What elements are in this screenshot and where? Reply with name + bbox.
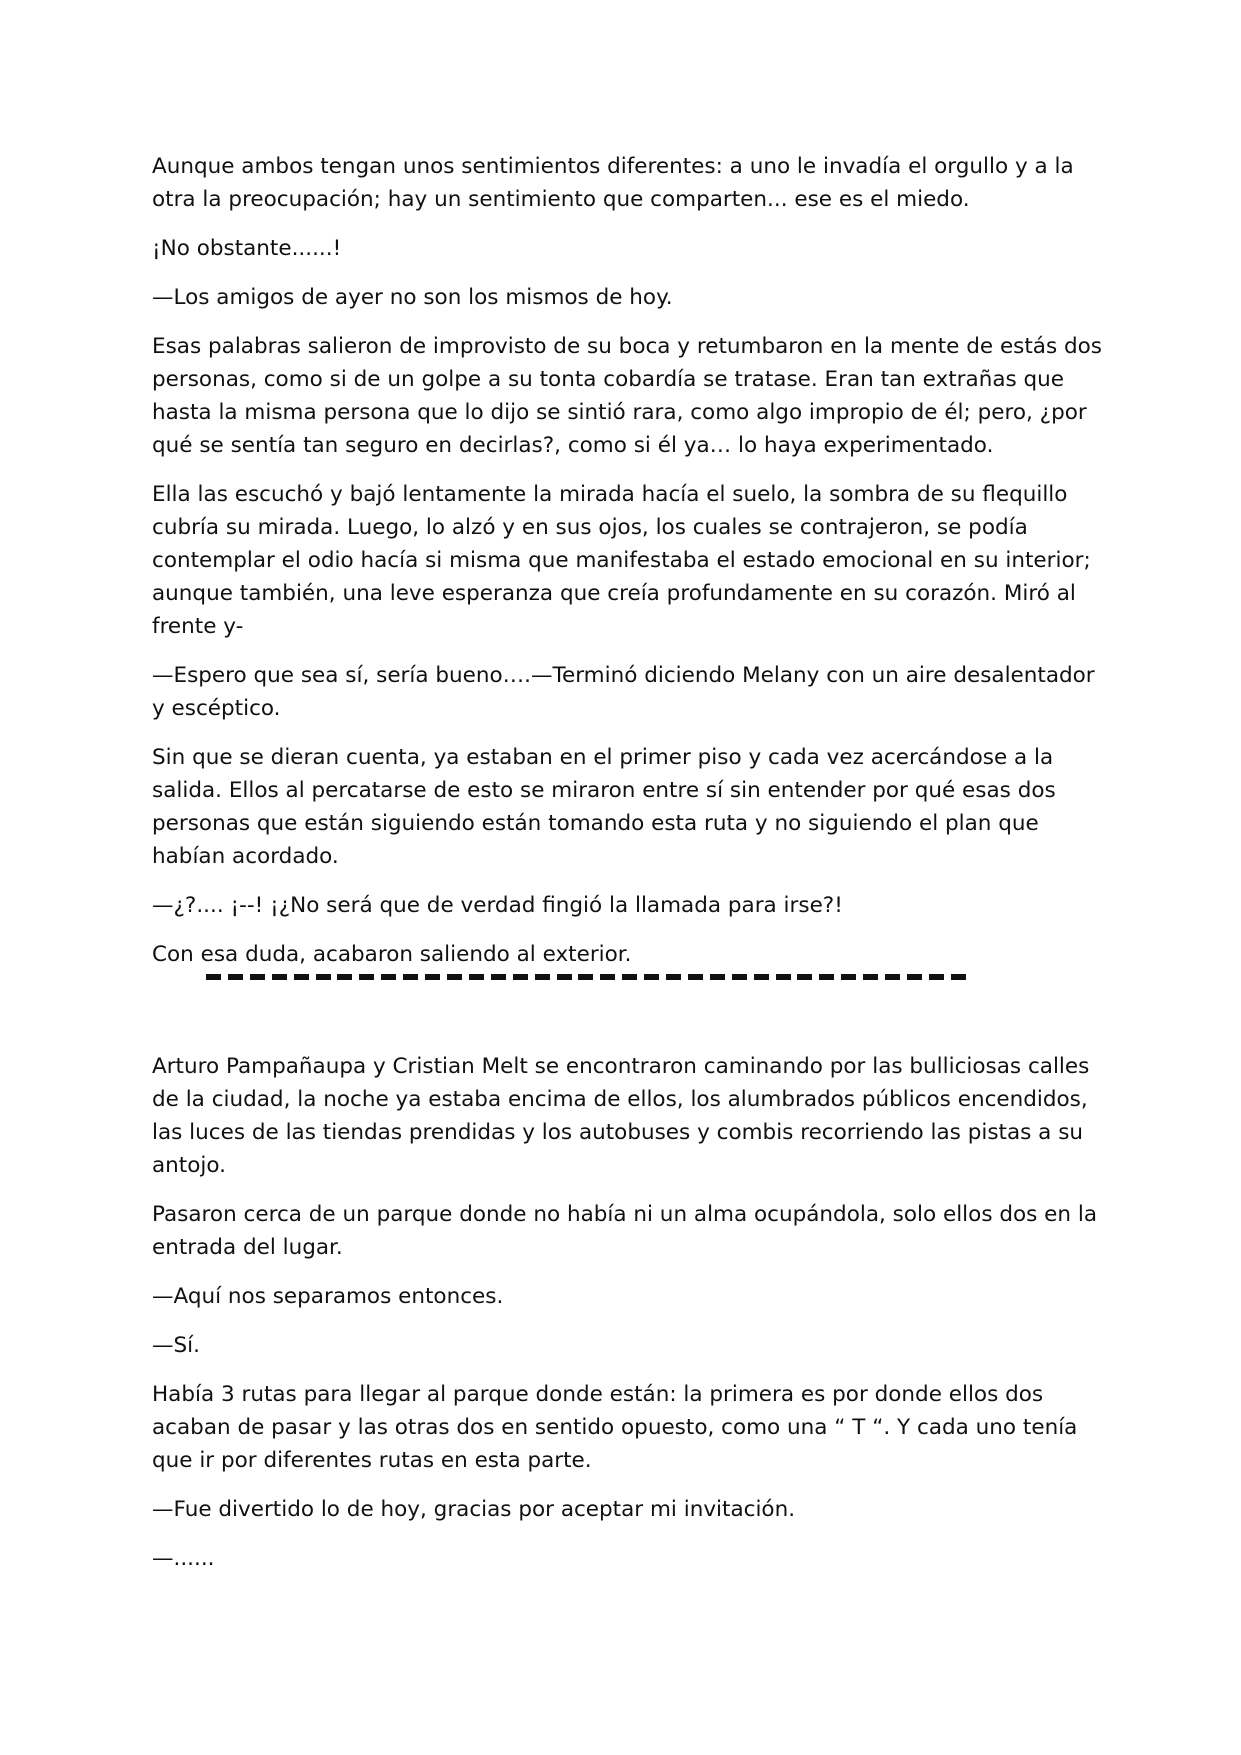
separator-dash	[776, 974, 791, 980]
separator-dash	[710, 974, 725, 980]
separator-dash	[557, 974, 572, 980]
separator-dash	[578, 974, 593, 980]
separator-dash	[885, 974, 900, 980]
separator-dash	[600, 974, 615, 980]
separator-dash	[294, 974, 309, 980]
separator-dash	[513, 974, 528, 980]
text-section-1	[152, 150, 1102, 987]
dialogue-line: —¿?.... ¡--! ¡¿No será que de verdad fingió la llamada para irse?!	[152, 893, 843, 918]
separator-dash	[316, 974, 331, 980]
separator-dash	[491, 974, 506, 980]
separator-dash	[688, 974, 703, 980]
paragraph: Arturo Pampañaupa y Cristian Melt se encontraron caminando por las bulliciosas calles de la ciudad, la noche ya estaba encima de ellos, los alumbrados públicos encendidos, las luces de las tiendas prendidas y los autobuses y combis recorriendo las pistas a su antojo.	[152, 1054, 1090, 1178]
dialogue-line: —Espero que sea sí, sería bueno….—Terminó diciendo Melany con un aire desalentador y escéptico.	[152, 663, 1095, 721]
separator-dash	[228, 974, 243, 980]
separator-dash	[644, 974, 659, 980]
dialogue-line: —Fue divertido lo de hoy, gracias por aceptar mi invitación.	[152, 1497, 796, 1522]
separator-dash	[622, 974, 637, 980]
separator-dash	[250, 974, 265, 980]
separator-dash	[907, 974, 922, 980]
paragraph: Pasaron cerca de un parque donde no había ni un alma ocupándola, solo ellos dos en la entrada del lugar.	[152, 1202, 1098, 1260]
separator-dash	[819, 974, 834, 980]
separator-dash	[754, 974, 769, 980]
separator-dash	[425, 974, 440, 980]
dialogue-line: —Sí.	[152, 1333, 200, 1358]
paragraph: Ella las escuchó y bajó lentamente la mirada hacía el suelo, la sombra de su flequillo cubría su mirada. Luego, lo alzó y en sus ojos, los cuales se contrajeron, se podía contemplar el odio hacía si misma que manifestaba el estado emocional en su interior; aunque también, una leve esperanza que creía profundamente en su corazón. Miró al frente y-	[152, 482, 1091, 639]
separator-dash	[403, 974, 418, 980]
separator-dash	[535, 974, 550, 980]
separator-dash	[797, 974, 812, 980]
text-section-2	[152, 1050, 1102, 1591]
separator-dash	[929, 974, 944, 980]
separator-dash	[841, 974, 856, 980]
dialogue-line: —Los amigos de ayer no son los mismos de hoy.	[152, 285, 673, 310]
separator-dash	[381, 974, 396, 980]
separator-dash	[469, 974, 484, 980]
paragraph: Esas palabras salieron de improvisto de su boca y retumbaron en la mente de estás dos personas, como si de un golpe a su tonta cobardía se tratase. Eran tan extrañas que hasta la misma persona que lo dijo se sintió rara, como algo impropio de él; pero, ¿por qué se sentía tan seguro en decirlas?, como si él ya… lo haya experimentado.	[152, 334, 1103, 458]
separator-dash	[732, 974, 747, 980]
separator-dash	[359, 974, 374, 980]
separator-dash	[272, 974, 287, 980]
separator-dash	[447, 974, 462, 980]
paragraph: Sin que se dieran cuenta, ya estaban en el primer piso y cada vez acercándose a la salida. Ellos al percatarse de esto se miraron entre sí sin entender por qué esas dos personas que están siguiendo están tomando esta ruta y no siguiendo el plan que habían acordado.	[152, 745, 1056, 869]
separator-dash	[951, 974, 966, 980]
separator-dash	[337, 974, 352, 980]
paragraph: Había 3 rutas para llegar al parque donde están: la primera es por donde ellos dos acaban de pasar y las otras dos en sentido opuesto, como una “ T “. Y cada uno tenía que ir por diferentes rutas en esta parte.	[152, 1382, 1078, 1473]
separator-dash	[206, 974, 221, 980]
dialogue-line: —Aquí nos separamos entonces.	[152, 1284, 504, 1309]
dialogue-line: —......	[152, 1546, 215, 1571]
paragraph: ¡No obstante......!	[152, 236, 342, 261]
section-separator	[206, 970, 966, 984]
paragraph: Aunque ambos tengan unos sentimientos diferentes: a uno le invadía el orgullo y a la otra la preocupación; hay un sentimiento que comparten... ese es el miedo.	[152, 154, 1074, 212]
separator-dash	[666, 974, 681, 980]
paragraph: Con esa duda, acabaron saliendo al exterior.	[152, 942, 632, 967]
separator-dash	[863, 974, 878, 980]
